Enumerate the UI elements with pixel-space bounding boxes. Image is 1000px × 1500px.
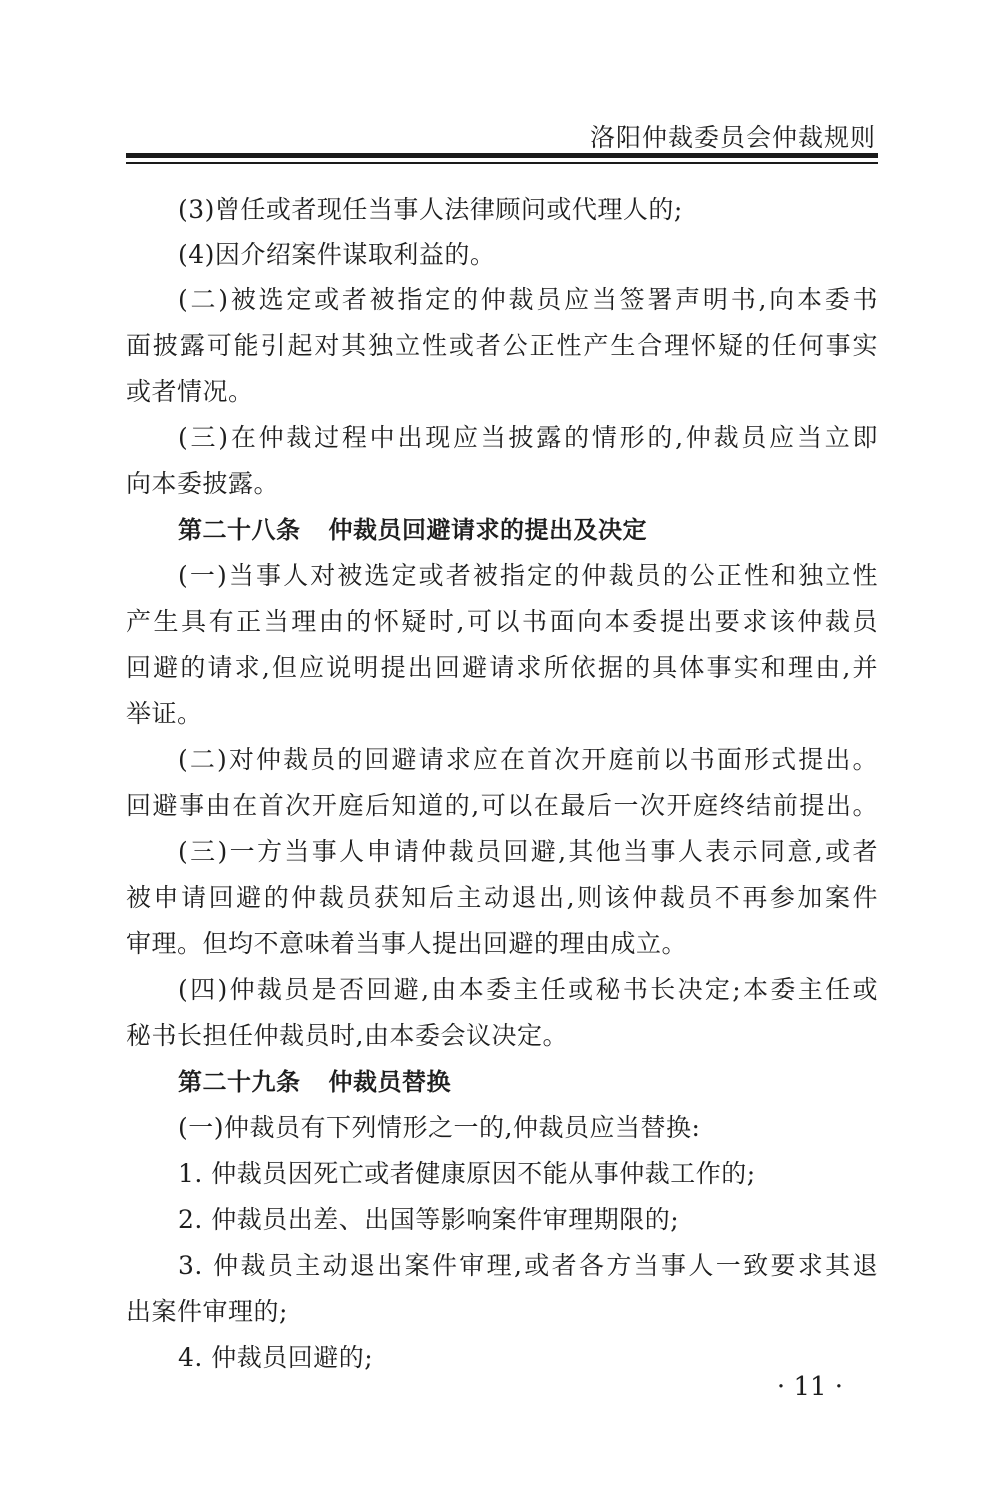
- text-line: 3. 仲裁员主动退出案件审理,或者各方当事人一致要求其退: [178, 1251, 878, 1280]
- text-line: (三)一方当事人申请仲裁员回避,其他当事人表示同意,或者: [178, 837, 878, 866]
- text-line: 2. 仲裁员出差、出国等影响案件审理期限的;: [178, 1205, 680, 1234]
- text-line: (三)在仲裁过程中出现应当披露的情形的,仲裁员应当立即: [178, 423, 878, 452]
- text-line: 或者情况。: [126, 377, 254, 406]
- text-line: (四)仲裁员是否回避,由本委主任或秘书长决定;本委主任或: [178, 975, 878, 1004]
- text-line: 回避的请求,但应说明提出回避请求所依据的具体事实和理由,并: [126, 653, 878, 682]
- text-line: (3)曾任或者现任当事人法律顾问或代理人的;: [178, 195, 683, 224]
- header-rule-thick: [126, 153, 878, 158]
- header-rule-thin: [126, 162, 878, 164]
- article-title: 仲裁员替换: [328, 1068, 451, 1096]
- text-line: (二)对仲裁员的回避请求应在首次开庭前以书面形式提出。: [178, 745, 878, 774]
- text-line: 回避事由在首次开庭后知道的,可以在最后一次开庭终结前提出。: [126, 791, 878, 820]
- text-line: 出案件审理的;: [126, 1297, 288, 1326]
- text-line: 秘书长担任仲裁员时,由本委会议决定。: [126, 1021, 568, 1050]
- text-line: 被申请回避的仲裁员获知后主动退出,则该仲裁员不再参加案件: [126, 883, 878, 912]
- text-line: (4)因介绍案件谋取利益的。: [178, 240, 496, 269]
- article-number: 第二十九条: [178, 1068, 301, 1096]
- text-line: 审理。但均不意味着当事人提出回避的理由成立。: [126, 929, 688, 958]
- text-line: 4. 仲裁员回避的;: [178, 1343, 374, 1372]
- text-line: (二)被选定或者被指定的仲裁员应当签署声明书,向本委书: [178, 285, 878, 314]
- text-line: 向本委披露。: [126, 469, 280, 498]
- page-number: · 11 ·: [776, 1372, 844, 1402]
- article-28-heading: [126, 515, 878, 545]
- article-29-heading: [126, 1067, 878, 1097]
- text-line: (一)仲裁员有下列情形之一的,仲裁员应当替换:: [178, 1113, 701, 1142]
- text-line: (一)当事人对被选定或者被指定的仲裁员的公正性和独立性: [178, 561, 878, 590]
- running-header-title: 洛阳仲裁委员会仲裁规则: [589, 123, 876, 152]
- text-line: 面披露可能引起对其独立性或者公正性产生合理怀疑的任何事实: [126, 331, 878, 360]
- text-line: 产生具有正当理由的怀疑时,可以书面向本委提出要求该仲裁员: [126, 607, 878, 636]
- text-line: 举证。: [126, 699, 203, 728]
- article-title: 仲裁员回避请求的提出及决定: [328, 516, 647, 544]
- text-line: 1. 仲裁员因死亡或者健康原因不能从事仲裁工作的;: [178, 1159, 756, 1188]
- article-number: 第二十八条: [178, 516, 301, 544]
